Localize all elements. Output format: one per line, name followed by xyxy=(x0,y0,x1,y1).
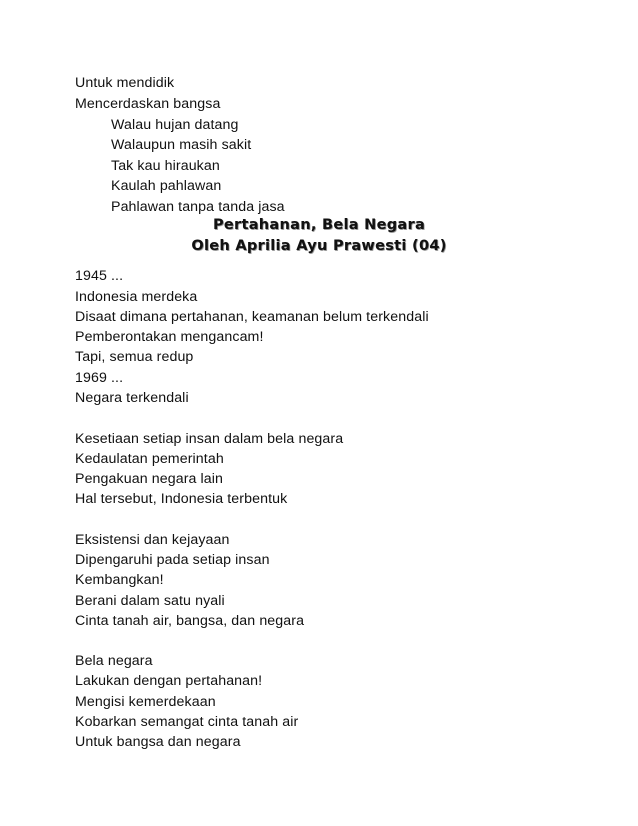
poem-title: Pertahanan, Bela Negara xyxy=(212,217,426,233)
poem-line: Dipengaruhi pada setiap insan xyxy=(75,552,270,568)
poem-line: Indonesia merdeka xyxy=(75,289,198,305)
poem-line: Kedaulatan pemerintah xyxy=(75,451,224,467)
poem-line: Untuk mendidik xyxy=(75,75,175,91)
poem-line: Mencerdaskan bangsa xyxy=(75,96,221,112)
poem-line: Untuk bangsa dan negara xyxy=(75,734,241,750)
poem-line: Kesetiaan setiap insan dalam bela negara xyxy=(75,431,344,447)
poem-line: Walau hujan datang xyxy=(111,117,239,133)
poem-line: Cinta tanah air, bangsa, dan negara xyxy=(75,613,305,629)
poem-author: Oleh Aprilia Ayu Prawesti (04) xyxy=(191,238,447,254)
poem-line: Kaulah pahlawan xyxy=(111,178,222,194)
poem-line: Negara terkendali xyxy=(75,390,189,406)
poem-line: Kembangkan! xyxy=(75,572,164,588)
poem-line: Tak kau hiraukan xyxy=(111,158,220,174)
poem-line: Bela negara xyxy=(75,653,153,669)
poem-line: 1969 ... xyxy=(75,370,124,386)
poem-line: Berani dalam satu nyali xyxy=(75,593,225,609)
poem-line: Tapi, semua redup xyxy=(75,349,194,365)
poem-line: Pahlawan tanpa tanda jasa xyxy=(111,199,285,215)
poem-line: Eksistensi dan kejayaan xyxy=(75,532,230,548)
poem-line: Lakukan dengan pertahanan! xyxy=(75,673,263,689)
poem-line: Pemberontakan mengancam! xyxy=(75,329,264,345)
poem-line: Mengisi kemerdekaan xyxy=(75,694,216,710)
poem-line: 1945 ... xyxy=(75,268,124,284)
poem-line: Kobarkan semangat cinta tanah air xyxy=(75,714,299,730)
poem-line: Pengakuan negara lain xyxy=(75,471,224,487)
poem-line: Hal tersebut, Indonesia terbentuk xyxy=(75,491,288,507)
poem-line: Disaat dimana pertahanan, keamanan belum terkendali xyxy=(75,309,429,325)
poem-line: Walaupun masih sakit xyxy=(111,137,252,153)
